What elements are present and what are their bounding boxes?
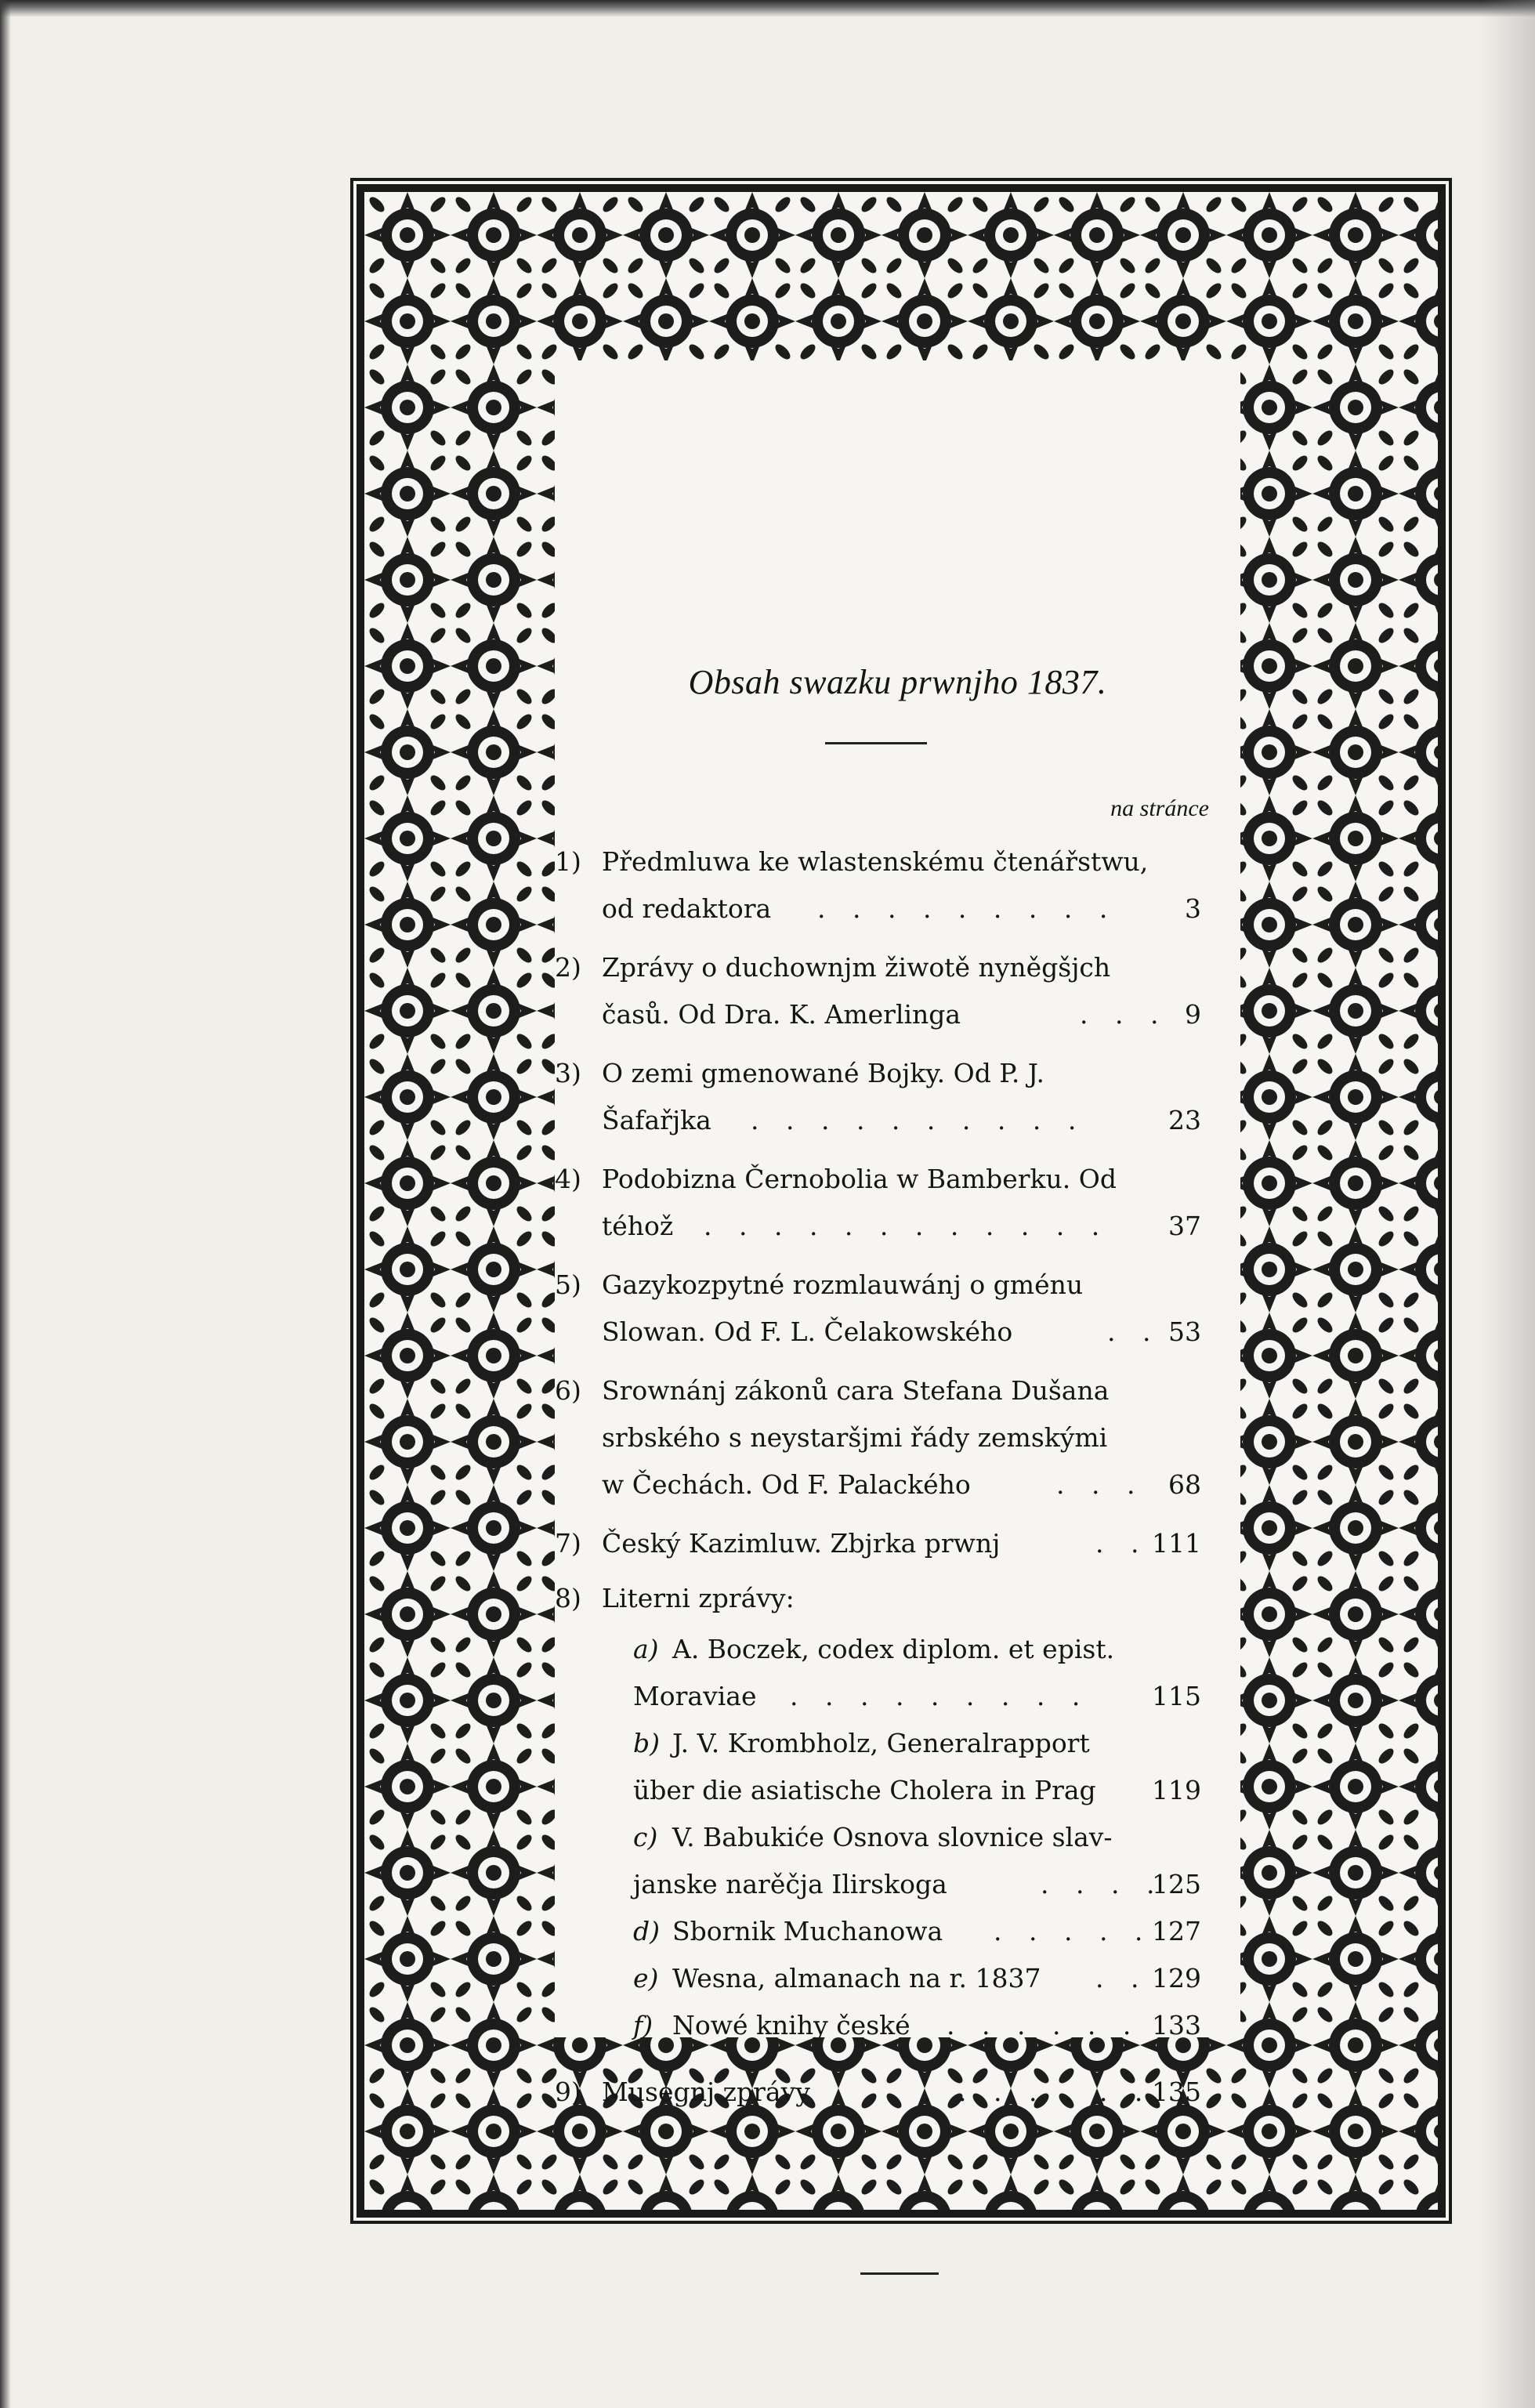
- subentry-f-letter: f): [633, 2010, 653, 2040]
- entry-8-line-1: Literni zprávy:: [602, 1583, 795, 1613]
- entry-4-line-1: Podobizna Černobolia w Bamberku. Od: [602, 1164, 1117, 1194]
- title-divider: [825, 742, 927, 744]
- entry-5-number: 5): [555, 1269, 581, 1300]
- page-title: Obsah swazku prwnjho 1837.: [688, 663, 1107, 701]
- entry-7-leader: . .: [1095, 1528, 1149, 1559]
- subentry-f-page: 133: [1152, 2010, 1201, 2040]
- subentry-e-page: 129: [1152, 1963, 1201, 1993]
- entry-1-number: 1): [555, 846, 581, 877]
- subentry-a-page: 115: [1152, 1681, 1201, 1711]
- entry-2-line-2: časů. Od Dra. K. Amerlinga: [602, 999, 961, 1030]
- subentry-e-letter: e): [633, 1963, 659, 1993]
- subentry-b-letter: b): [633, 1728, 660, 1758]
- entry-7-number: 7): [555, 1528, 581, 1559]
- entry-5-page: 53: [1168, 1316, 1201, 1347]
- contents-panel: [555, 360, 1240, 2107]
- entry-9-line-1: Musegnj zprávy: [602, 2077, 810, 2107]
- subentry-a-line-1: A. Boczek, codex diplom. et epist.: [672, 1634, 1115, 1664]
- entry-3-line-1: O zemi gmenowané Bojky. Od P. J.: [602, 1058, 1044, 1088]
- subentry-b-line-2: über die asiatische Cholera in Prag: [633, 1775, 1096, 1805]
- entry-3-line-2: Šafařjka: [602, 1105, 711, 1135]
- entry-8-number: 8): [555, 1583, 581, 1613]
- entry-6-leader: . . .: [1056, 1469, 1145, 1500]
- subentry-b-page: 119: [1152, 1775, 1201, 1805]
- page-column-label: na stránce: [1110, 795, 1209, 821]
- subentry-c-line-1: V. Babukiće Osnova slovnice slav-: [672, 1822, 1113, 1852]
- subentry-f-line-1: Nowé knihy české: [672, 2010, 911, 2040]
- subentry-e-leader: . .: [1095, 1963, 1149, 1993]
- entry-2-leader: . . .: [1080, 999, 1168, 1030]
- entry-4-line-2: téhož: [602, 1211, 674, 1241]
- entry-6-line-2: srbského s neystaršjmi řády zemskými: [602, 1422, 1108, 1453]
- entry-2-line-1: Zprávy o duchownjm žiwotě nyněgšjch: [602, 952, 1111, 983]
- entry-6-number: 6): [555, 1375, 581, 1406]
- entry-3-number: 3): [555, 1058, 581, 1088]
- entry-6-line-1: Srownánj zákonů cara Stefana Dušana: [602, 1375, 1110, 1406]
- entry-9-leader: . . . . . . .: [923, 2077, 1153, 2107]
- entry-1-line-1: Předmluwa ke wlastenskému čtenářstwu,: [602, 846, 1149, 877]
- subentry-c-page: 125: [1152, 1869, 1201, 1899]
- scan-right-shadow: [1480, 0, 1535, 2408]
- entry-5-line-1: Gazykozpytné rozmlauwánj o gménu: [602, 1269, 1084, 1300]
- subentry-d-letter: d): [633, 1916, 660, 1946]
- ornamental-frame: [357, 184, 1446, 2218]
- scan-top-edge: [0, 0, 1535, 17]
- entry-4-page: 37: [1168, 1211, 1201, 1241]
- subentry-a-leader: . . . . . . . . .: [790, 1681, 1090, 1711]
- subentry-c-letter: c): [633, 1822, 658, 1852]
- subentry-d-page: 127: [1152, 1916, 1201, 1946]
- entry-7-line-1: Český Kazimluw. Zbjrka prwnj: [602, 1528, 1001, 1559]
- entry-4-leader: . . . . . . . . . . . .: [704, 1211, 1110, 1241]
- entry-6-page: 68: [1168, 1469, 1201, 1500]
- subentry-b-line-1: J. V. Krombholz, Generalrapport: [672, 1728, 1090, 1758]
- entry-3-leader: . . . . . . . . . .: [751, 1105, 1086, 1135]
- entry-7-page: 111: [1152, 1528, 1201, 1559]
- subentry-d-leader: . . . . .: [994, 1916, 1153, 1946]
- entry-1-line-2: od redaktora: [602, 893, 772, 924]
- subentry-a-line-2: Moraviae: [633, 1681, 757, 1711]
- entry-4-number: 4): [555, 1164, 581, 1194]
- entry-5-leader: . .: [1107, 1316, 1160, 1347]
- subentry-f-leader: . . . . . .: [947, 2010, 1141, 2040]
- entry-6-line-3: w Čechách. Od F. Palackého: [602, 1469, 971, 1500]
- closing-divider: [860, 2272, 939, 2275]
- subentry-e-line-1: Wesna, almanach na r. 1837: [672, 1963, 1041, 1993]
- subentry-c-line-2: janske narěčja Ilirskoga: [633, 1869, 947, 1899]
- entry-1-page: 3: [1185, 893, 1201, 924]
- subentry-d-line-1: Sbornik Muchanowa: [672, 1916, 943, 1946]
- entry-1-leader: . . . . . . . . .: [817, 893, 1117, 924]
- scan-left-edge: [0, 0, 11, 2408]
- entry-5-line-2: Slowan. Od F. L. Čelakowského: [602, 1316, 1013, 1347]
- entry-2-number: 2): [555, 952, 581, 983]
- entry-2-page: 9: [1185, 999, 1201, 1030]
- entry-9-number: 9): [555, 2077, 581, 2107]
- entry-3-page: 23: [1168, 1105, 1201, 1135]
- entry-9-page: 135: [1152, 2077, 1201, 2107]
- subentry-c-leader: . . . .: [1041, 1869, 1164, 1899]
- subentry-a-letter: a): [633, 1634, 659, 1664]
